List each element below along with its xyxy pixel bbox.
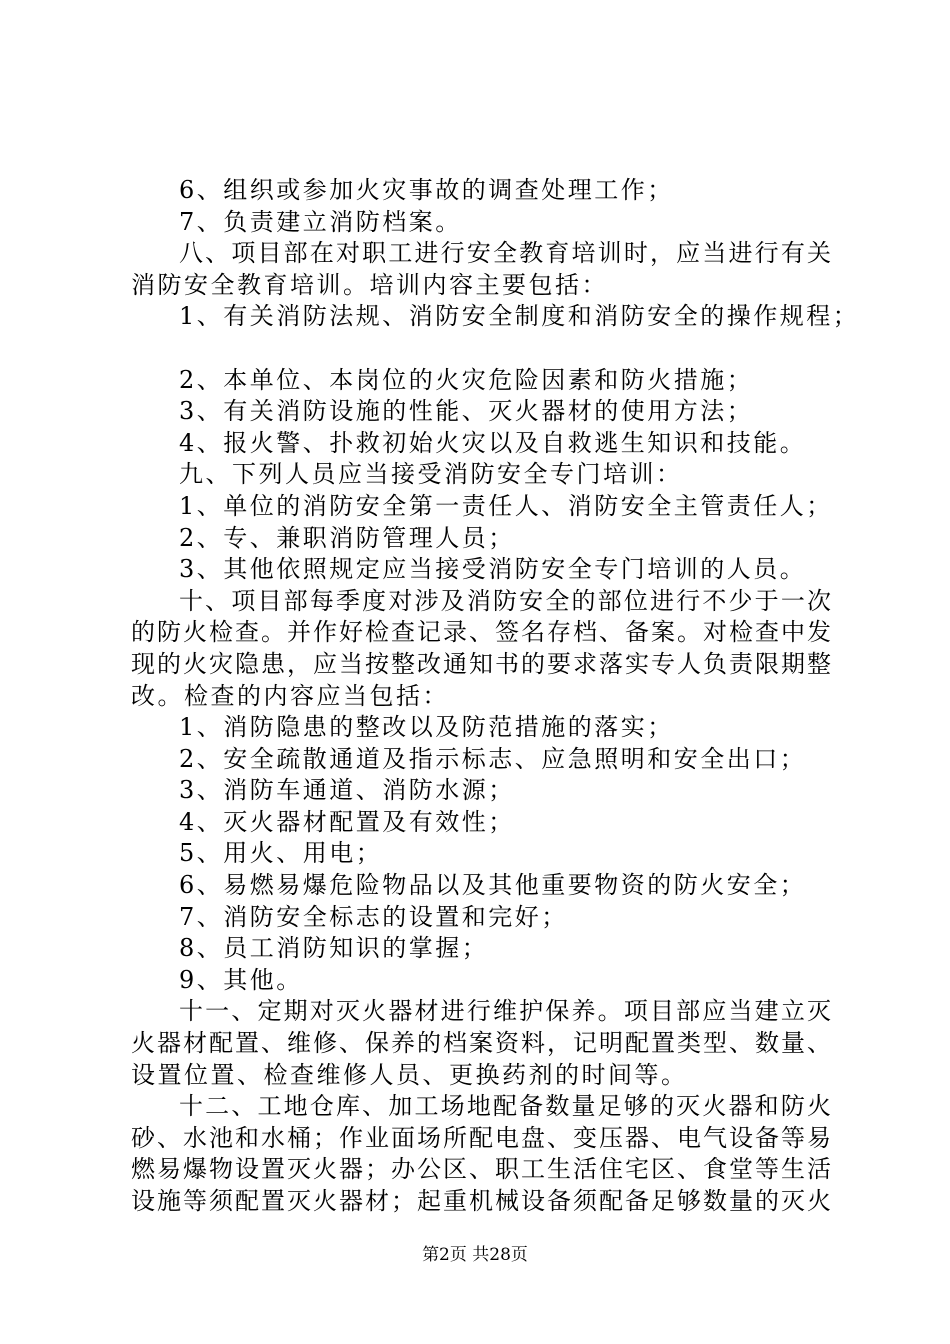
text-line: 砂、水池和水桶；作业面场所配电盘、变压器、电气设备等易 bbox=[131, 1123, 831, 1152]
text-line: 8、员工消防知识的掌握； bbox=[179, 934, 489, 963]
text-line: 八、项目部在对职工进行安全教育培训时，应当进行有关 bbox=[179, 239, 831, 268]
text-line: 5、用火、用电； bbox=[179, 839, 383, 868]
text-line: 燃易爆物设置灭火器；办公区、职工生活住宅区、食堂等生活 bbox=[131, 1155, 831, 1184]
text-line: 3、其他依照规定应当接受消防安全专门培训的人员。 bbox=[179, 555, 807, 584]
text-line: 9、其他。 bbox=[179, 965, 303, 994]
text-line: 火器材配置、维修、保养的档案资料，记明配置类型、数量、 bbox=[131, 1029, 831, 1058]
text-line: 4、报火警、扑救初始火灾以及自救逃生知识和技能。 bbox=[179, 428, 807, 457]
text-line: 2、专、兼职消防管理人员； bbox=[179, 523, 515, 552]
text-line: 7、负责建立消防档案。 bbox=[179, 207, 462, 236]
text-line: 6、组织或参加火灾事故的调查处理工作； bbox=[179, 176, 674, 204]
text-line: 十一、定期对灭火器材进行维护保养。项目部应当建立灭 bbox=[179, 997, 831, 1026]
text-line: 3、消防车通道、消防水源； bbox=[179, 776, 515, 805]
document-body bbox=[131, 175, 860, 1218]
text-line: 7、消防安全标志的设置和完好； bbox=[179, 902, 568, 931]
text-line: 消防安全教育培训。培训内容主要包括： bbox=[131, 270, 608, 299]
page-footer bbox=[0, 1244, 950, 1266]
text-line: 设施等须配置灭火器材；起重机械设备须配备足够数量的灭火 bbox=[131, 1187, 831, 1215]
text-line: 2、本单位、本岗位的火灾危险因素和防火措施； bbox=[179, 365, 754, 394]
text-line: 改。检查的内容应当包括： bbox=[131, 681, 449, 710]
text-line: 4、灭火器材配置及有效性； bbox=[179, 807, 515, 836]
text-line: 设置位置、检查维修人员、更换药剂的时间等。 bbox=[131, 1060, 688, 1089]
text-line: 3、有关消防设施的性能、灭火器材的使用方法； bbox=[179, 397, 754, 426]
blank-line bbox=[131, 333, 831, 365]
text-line: 6、易燃易爆危险物品以及其他重要物资的防火安全； bbox=[179, 871, 807, 900]
text-line: 十二、工地仓库、加工场地配备数量足够的灭火器和防火 bbox=[179, 1092, 831, 1121]
page-number-label: 第2页 共28页 bbox=[422, 1245, 528, 1265]
text-line: 九、下列人员应当接受消防安全专门培训： bbox=[179, 460, 683, 489]
text-line: 十、项目部每季度对涉及消防安全的部位进行不少于一次 bbox=[179, 586, 831, 615]
text-line: 现的火灾隐患，应当按整改通知书的要求落实专人负责限期整 bbox=[131, 649, 831, 678]
text-line: 1、有关消防法规、消防安全制度和消防安全的操作规程； bbox=[179, 302, 860, 331]
text-line: 2、安全疏散通道及指示标志、应急照明和安全出口； bbox=[179, 744, 807, 773]
text-line: 的防火检查。并作好检查记录、签名存档、备案。对检查中发 bbox=[131, 618, 831, 647]
text-line: 1、单位的消防安全第一责任人、消防安全主管责任人； bbox=[179, 491, 833, 520]
text-line: 1、消防隐患的整改以及防范措施的落实； bbox=[179, 713, 674, 742]
